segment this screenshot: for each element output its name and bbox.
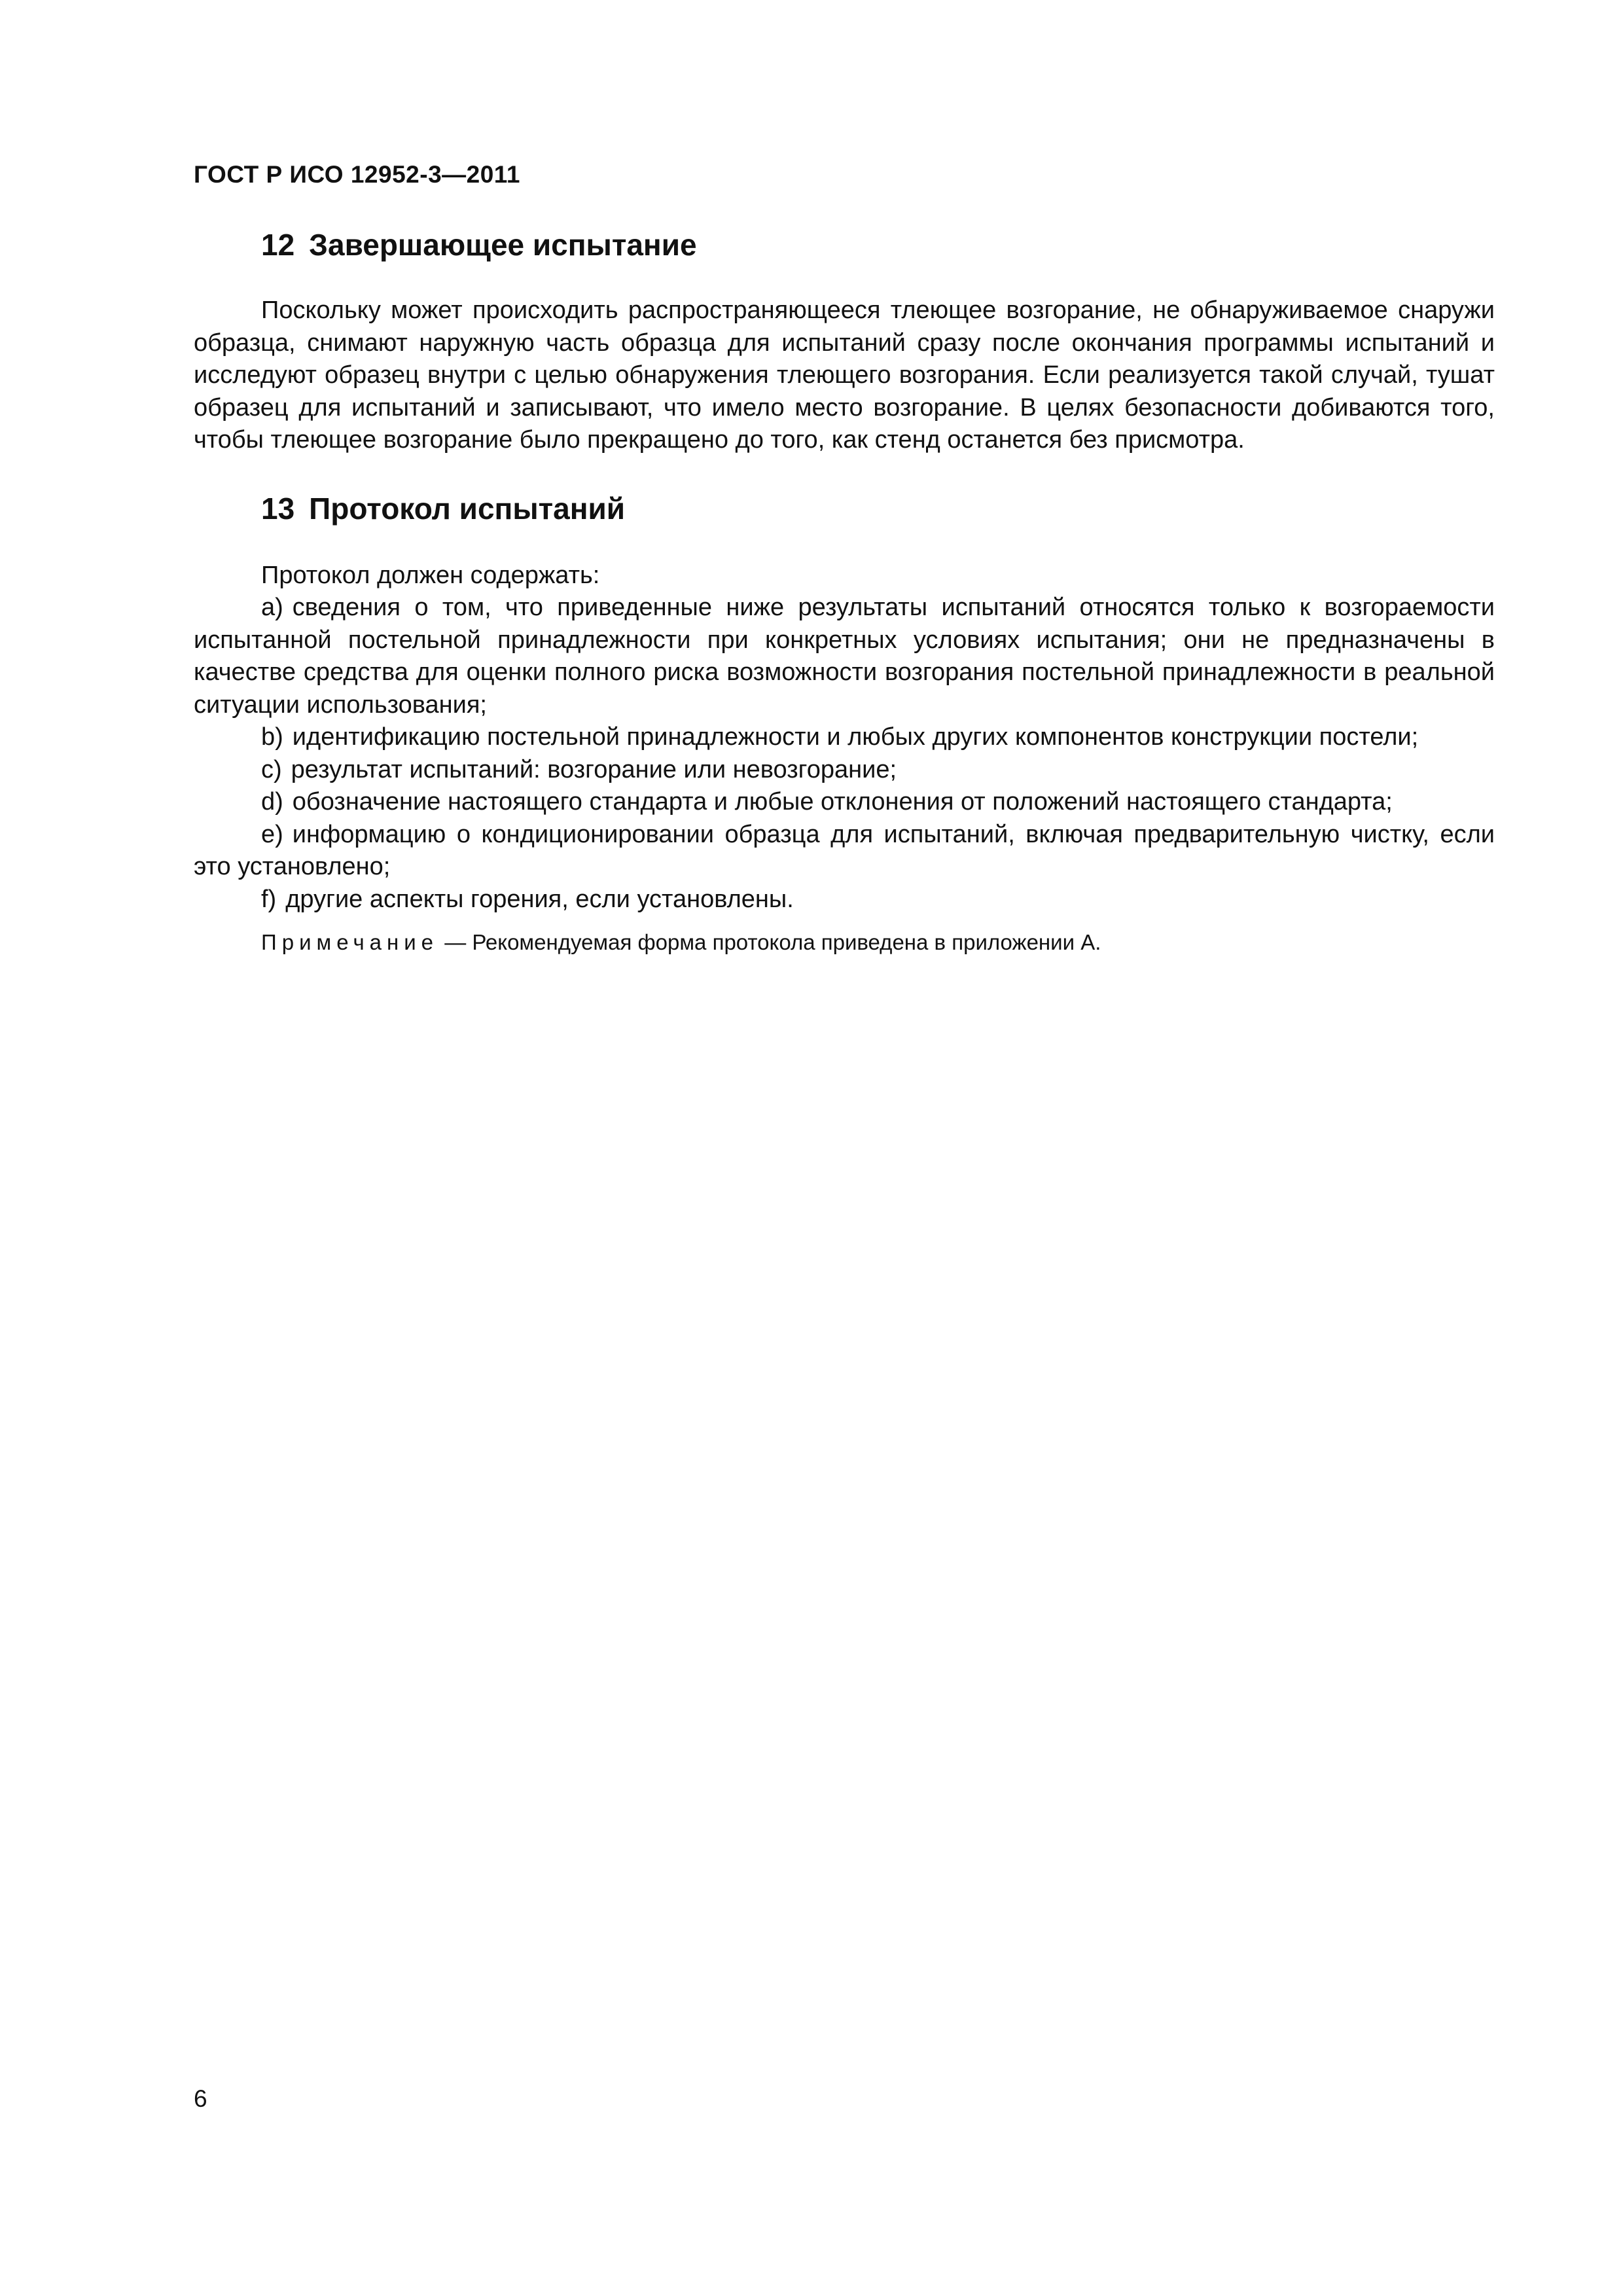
note-text: — Рекомендуемая форма протокола приведена в приложении А. (444, 930, 1101, 955)
list-marker: e) (261, 820, 283, 848)
list-item-c (194, 754, 1495, 787)
list-item-text: сведения о том, что приведенные ниже результаты испытаний относятся только к возгораемости испытанной постельной принадлежности при конкретных условиях испытания; они не предназначены в качестве средства для оценки полного риска возможности возгорания постельной принадлежности в реальной ситуации использования; (194, 594, 1495, 719)
section-13-title: Протокол испытаний (309, 491, 626, 526)
note (194, 927, 1495, 958)
page-number: 6 (194, 2085, 207, 2112)
list-marker: b) (261, 723, 283, 751)
list-marker: a) (261, 594, 283, 622)
list-item-d (194, 786, 1495, 819)
list-marker: f) (261, 885, 277, 913)
section-12-paragraph: Поскольку может происходить распространяющееся тлеющее возгорание, не обнаруживаемое снаружи образца, снимают наружную часть образца для испытаний сразу после окончания программы испытаний и исследуют образец внутри с целью обнаружения тлеющего возгорания. Если реализуется такой случай, тушат образец для испытаний и записывают, что имело место возгорание. В целях безопасности добиваются того, чтобы тлеющее возгорание было прекращено до того, как стенд останется без присмотра. (194, 296, 1495, 454)
document-id-header: ГОСТ Р ИСО 12952-3—2011 (194, 161, 520, 188)
section-12-title: Завершающее испытание (309, 228, 697, 262)
list-item-text: идентификацию постельной принадлежности и любых других компонентов конструкции постели; (292, 723, 1419, 751)
section-12-number: 12 (261, 228, 295, 262)
list-item-text: другие аспекты горения, если установлены. (285, 885, 794, 913)
list-item-text: информацию о кондиционировании образца для испытаний, включая предварительную чистку, если это установлено; (194, 820, 1495, 881)
list-item-e (194, 819, 1495, 884)
section-12-heading (261, 227, 1495, 263)
list-item-f (194, 884, 1495, 916)
list-item-a (194, 592, 1495, 721)
section-13-intro: Протокол должен содержать: (261, 561, 600, 589)
note-label: Примечание (261, 930, 439, 955)
list-marker: c) (261, 755, 282, 783)
list-item-text: результат испытаний: возгорание или невозгорание; (291, 755, 897, 783)
page-content (194, 226, 1495, 958)
section-13-number: 13 (261, 491, 295, 526)
list-item-text: обозначение настоящего стандарта и любые отклонения от положений настоящего стандарта; (292, 788, 1393, 816)
section-13-heading (261, 491, 1495, 527)
list-item-b (194, 721, 1495, 754)
list-marker: d) (261, 788, 283, 816)
